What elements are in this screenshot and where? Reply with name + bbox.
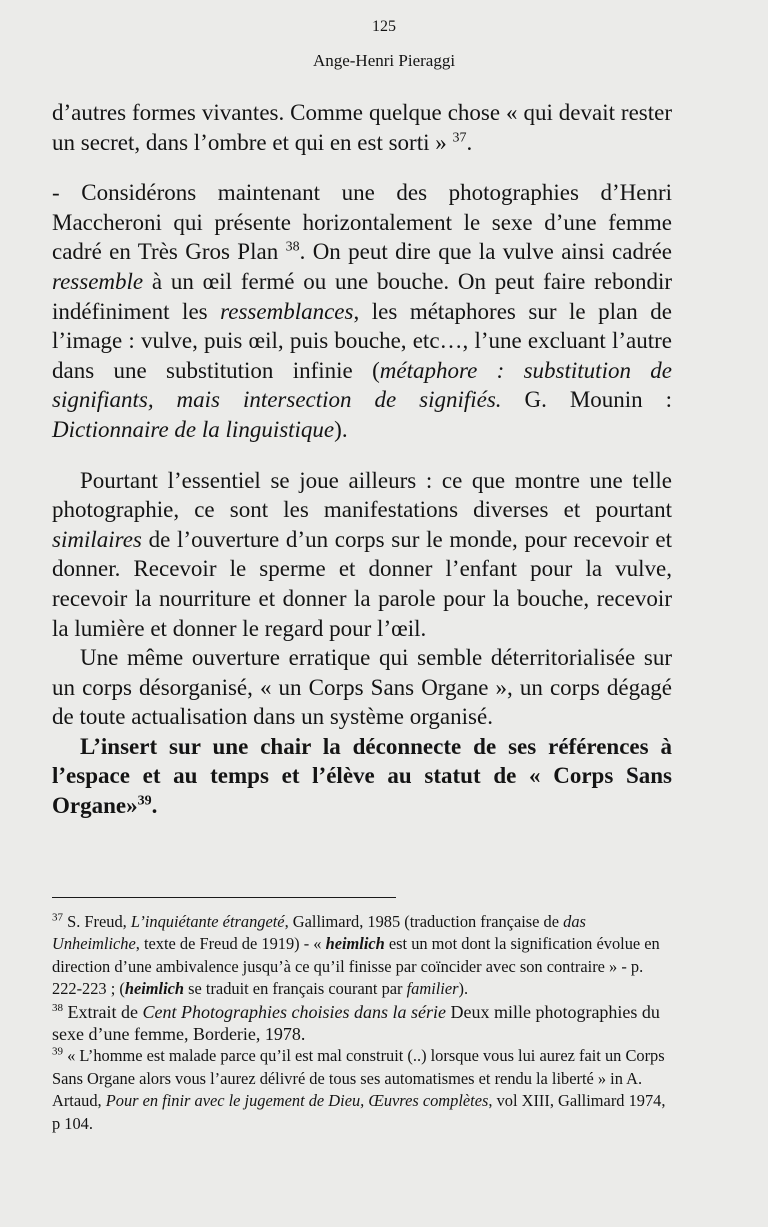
footnote-38: $^{38}$ Extrait de Cent Photographies choisies dans la série Deux mille photographies du sexe d’une femme, Borderie, 1978. — [52, 1001, 660, 1045]
footnote-ref-38[interactable]: 38 — [285, 239, 300, 255]
footnote-number: 37 — [52, 911, 63, 924]
paragraph-4: Une même ouverture erratique qui semble déterritorialisée sur un corps désorganisé, « un Corps Sans Organe », un corps dégagé de toute actualisation dans un système organisé. — [52, 645, 672, 730]
footnote-ref-37[interactable]: 37 — [452, 129, 467, 145]
running-head-author: Ange-Henri Pieraggi — [312, 51, 456, 70]
footnote-number: 39 — [52, 1045, 63, 1058]
main-text — [52, 98, 672, 821]
footnotes — [52, 911, 672, 1135]
footnote-37: $^{37}$ S. Freud, L’inquiétante étrangeté, Gallimard, 1985 (traduction française de das Unheimliche, texte de Freud de 1919) - « heimlich est un mot dont la signification évolue en direction d’une ambivalence jusqu’à ce qu’il finisse par coïncider avec son contraire » - p. 222-223 ; (heimlich se traduit en français courant par familier). — [52, 911, 660, 999]
footnote-separator — [52, 897, 396, 898]
footnote-number: 38 — [52, 1001, 63, 1014]
paragraph-3: Pourtant l’essentiel se joue ailleurs : ce que montre une telle photographie, ce sont les manifestations diverses et pourtant similaires de l’ouverture d’un corps sur le monde, pour recevoir et donner. Recevoir le sperme et donner l’enfant pour la vulve, recevoir la nourriture et donner la parole pour la bouche, recevoir la lumière et donner le regard pour l’œil. — [52, 467, 673, 641]
paragraph-5: L’insert sur une chair la déconnecte de ses références à l’espace et au temps et l’élève au statut de « Corps Sans Organe»$^{39}$. — [52, 733, 672, 819]
page-number: 125 — [372, 18, 396, 35]
paragraph-2: - Considérons maintenant une des photographies d’Henri Maccheroni qui présente horizontalement le sexe d’une femme cadré en Très Gros Plan $^{38}$. On peut dire que la vulve ainsi cadrée ressemble à un œil fermé ou une bouche. On peut faire rebondir indéfiniment les ressemblances, les métaphores sur le plan de l’image : vulve, puis œil, puis bouche, etc…, l’une excluant l’autre dans une substitution infinie (métaphore : substitution de signifiants, mais intersection de signifiés. G. Mounin : Dictionnaire de la linguistique). — [52, 180, 673, 442]
paragraph-1: d’autres formes vivantes. Comme quelque chose « qui devait rester un secret, dans l’ombre et qui en est sorti » $^{37}$. — [52, 100, 672, 155]
footnote-39: $^{39}$ « L’homme est malade parce qu’il est mal construit (..) lorsque vous lui aurez fait un Corps Sans Organe alors vous l’aurez délivré de tous ses automatismes et rendu la liberté » in A. Artaud, Pour en finir avec le jugement de Dieu, Œuvres complètes, vol XIII, Gallimard 1974, p 104. — [52, 1045, 666, 1133]
footnote-ref-39[interactable]: 39 — [137, 793, 152, 809]
